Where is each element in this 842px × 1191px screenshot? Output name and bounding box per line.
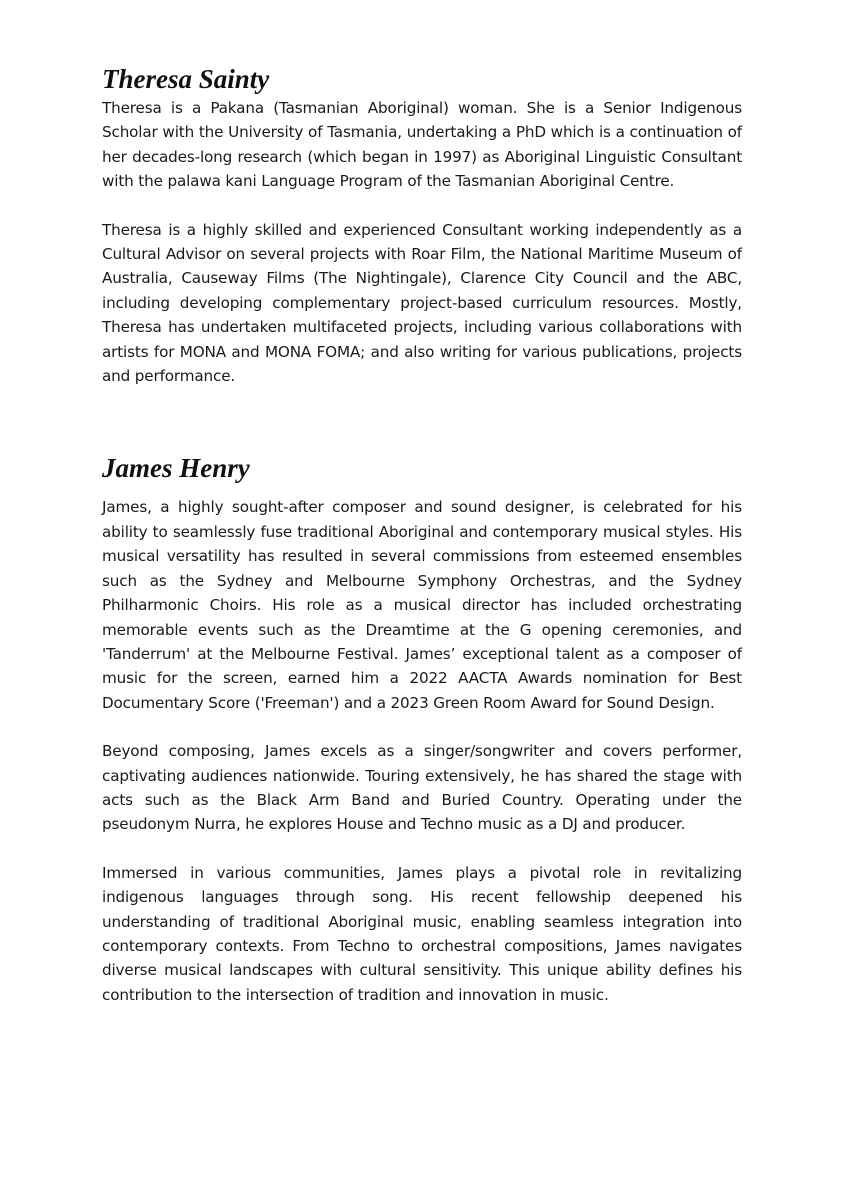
bio-heading: James Henry (102, 453, 250, 484)
bio-paragraph: Immersed in various communities, James plays a pivotal role in revitalizing indigenous languages through song. His recent fellowship deepened his understanding of traditional Aboriginal music, enabling seamless integration into contemporary contexts. From Techno to orchestral compositions, James navigates diverse musical landscapes with cultural sensitivity. This unique ability defines his contribution to the intersection of tradition and innovation in music. (102, 863, 742, 1004)
document-page (102, 62, 742, 1007)
bio-paragraph: James, a highly sought-after composer and sound designer, is celebrated for his ability to seamlessly fuse traditional Aboriginal and contemporary musical styles. His musical versatility has resulted in several commissions from esteemed ensembles such as the Sydney and Melbourne Symphony Orchestras, and the Sydney Philharmonic Choirs. His role as a musical director has included orchestrating memorable events such as the Dreamtime at the G opening ceremonies, and 'Tanderrum' at the Melbourne Festival. James’ exceptional talent as a composer of music for the screen, earned him a 2022 AACTA Awards nomination for Best Documentary Score ('Freeman') and a 2023 Green Room Award for Sound Design. (102, 498, 742, 712)
bio-paragraph: Beyond composing, James excels as a singer/songwriter and covers performer, captivating audiences nationwide. Touring extensively, he has shared the stage with acts such as the Black Arm Band and Buried Country. Operating under the pseudonym Nurra, he explores House and Techno music as a DJ and producer. (102, 742, 742, 834)
bio-section-theresa-sainty (102, 62, 742, 388)
bio-section-james-henry (102, 451, 742, 1007)
bio-paragraph: Theresa is a Pakana (Tasmanian Aboriginal) woman. She is a Senior Indigenous Scholar with the University of Tasmania, undertaking a PhD which is a continuation of her decades-long research (which began in 1997) as Aboriginal Linguistic Consultant with the palawa kani Language Program of the Tasmanian Aboriginal Centre. (102, 99, 742, 191)
bio-heading: Theresa Sainty (102, 64, 270, 94)
bio-paragraph: Theresa is a highly skilled and experienced Consultant working independently as a Cultural Advisor on several projects with Roar Film, the National Maritime Museum of Australia, Causeway Films (The Nightingale), Clarence City Council and the ABC, including developing complementary project-based curriculum resources. Mostly, Theresa has undertaken multifaceted projects, including various collaborations with artists for MONA and MONA FOMA; and also writing for various publications, projects and performance. (102, 220, 742, 386)
